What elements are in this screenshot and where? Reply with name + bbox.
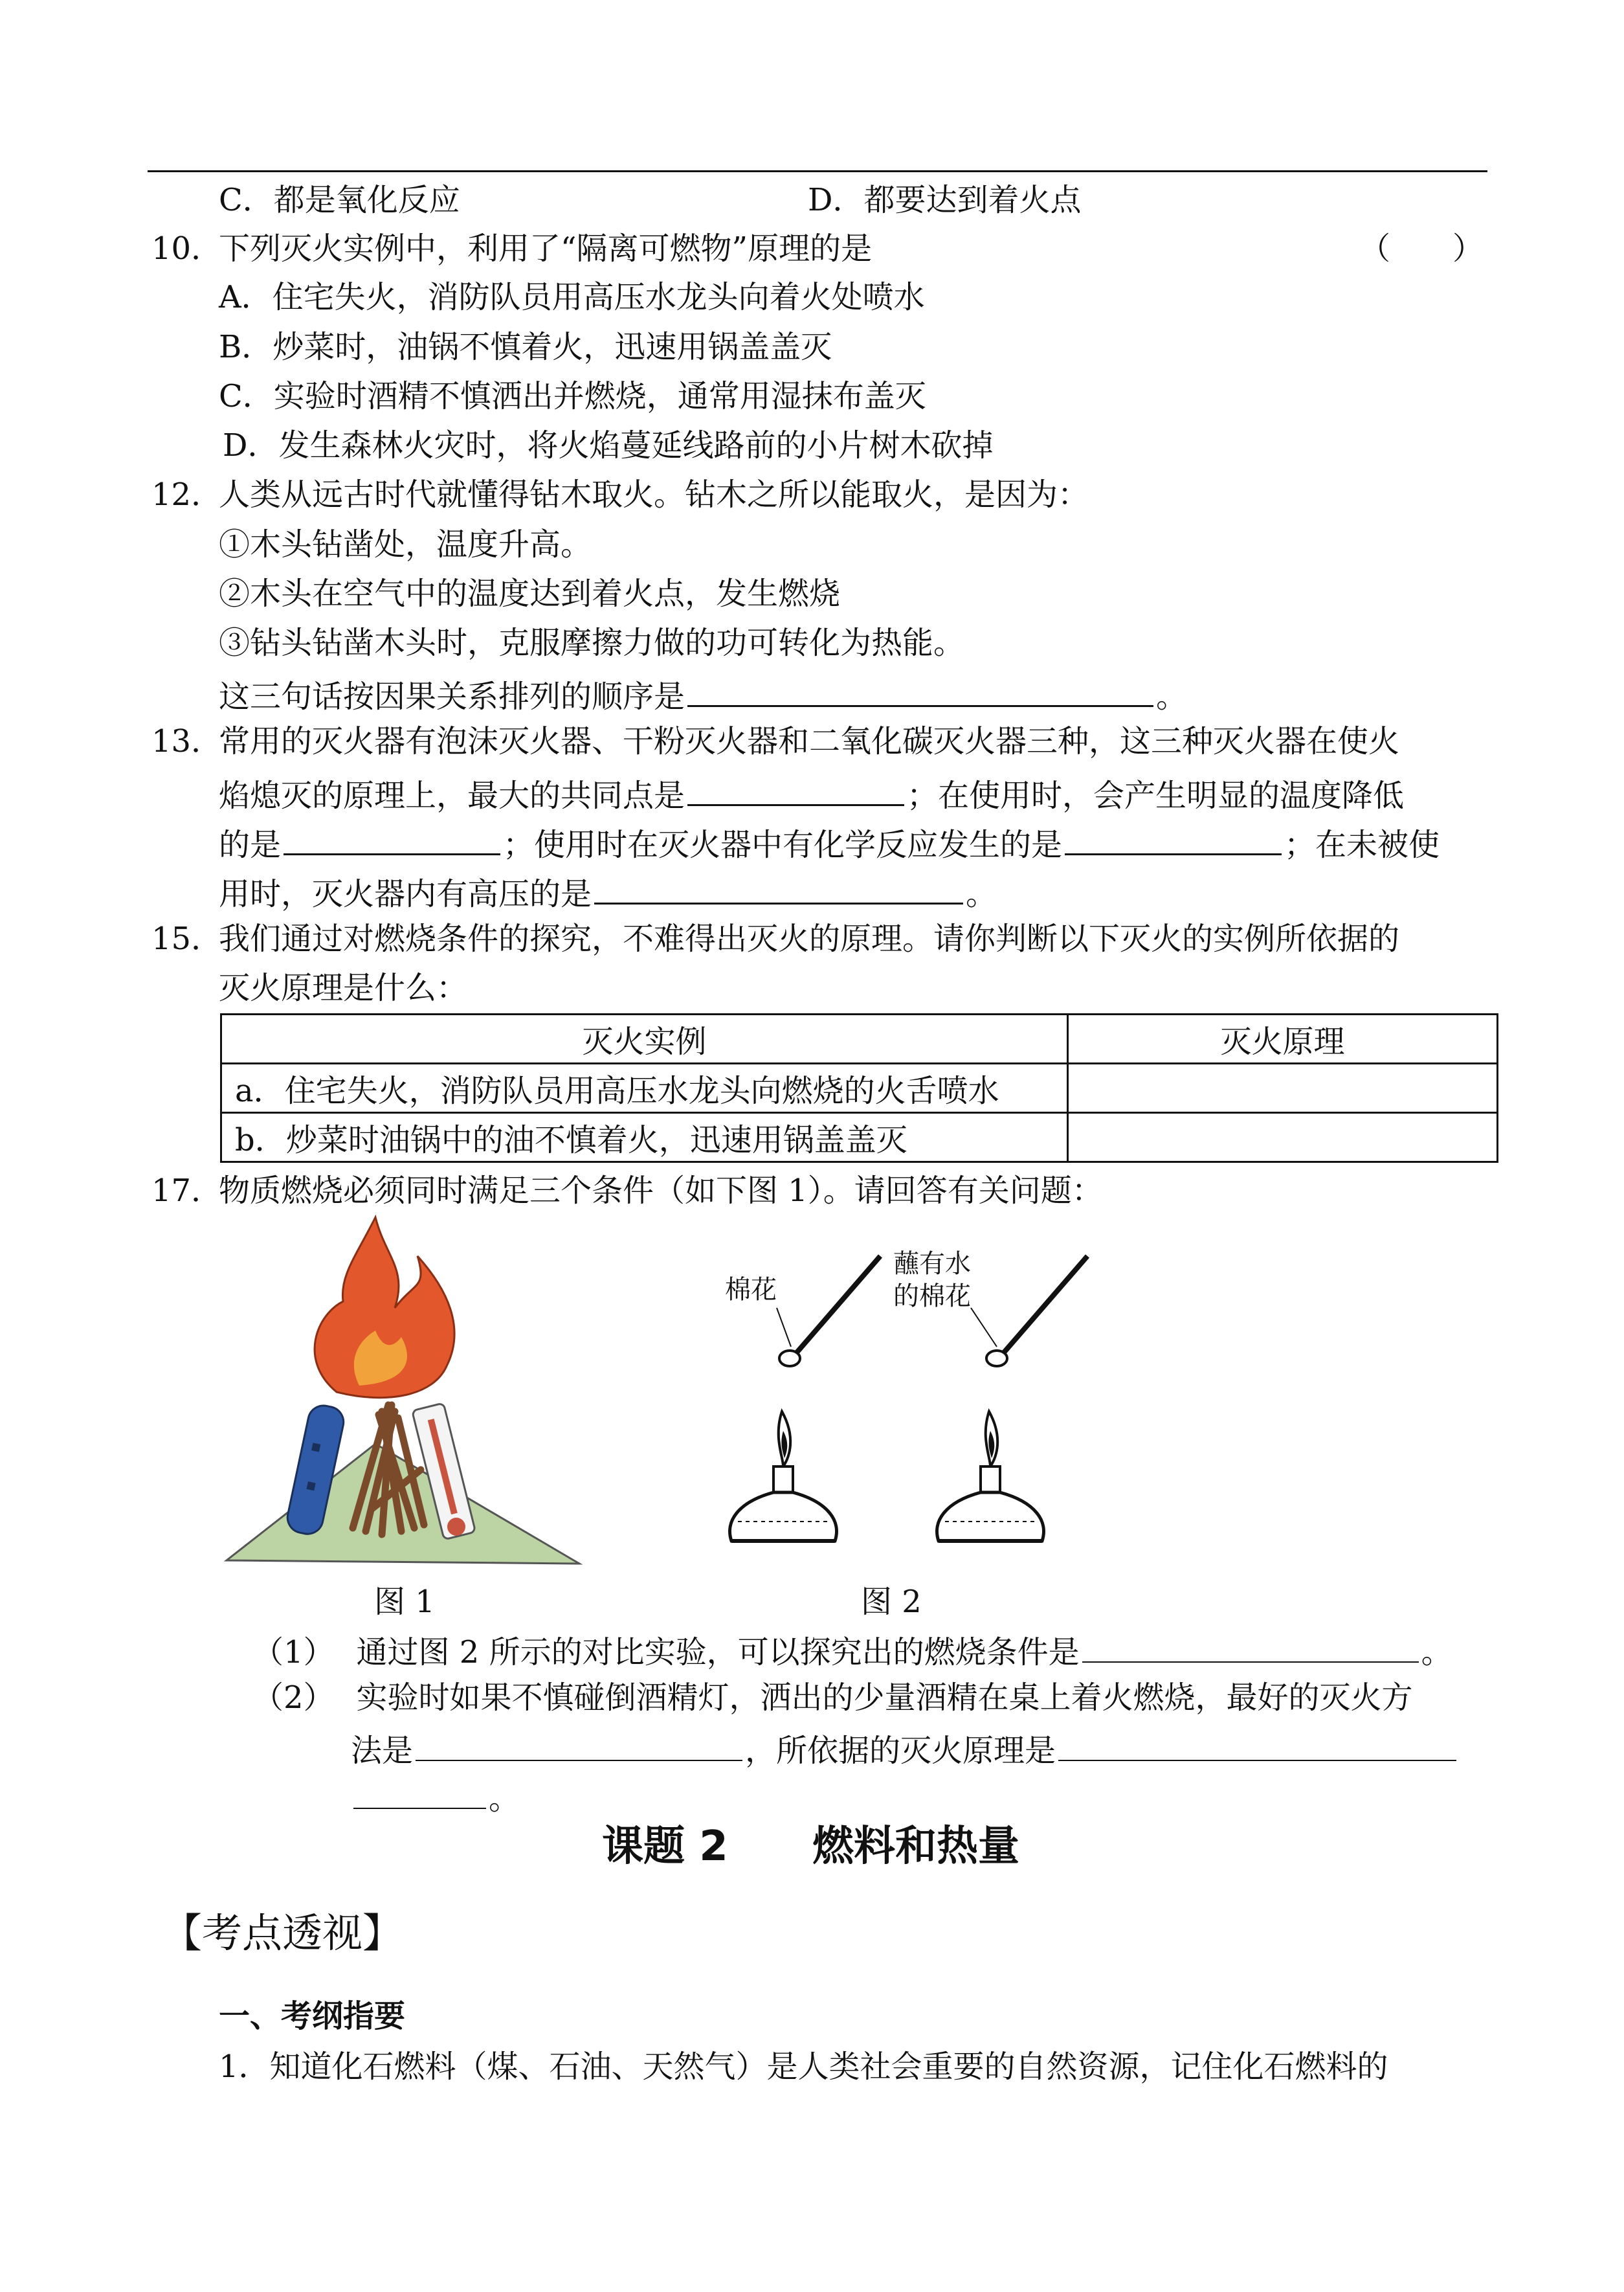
q17-sub1-text: 通过图 2 所示的对比实验，可以探究出的燃烧条件是 bbox=[356, 1634, 1080, 1670]
q10-stem: 下列灭火实例中，利用了“隔离可燃物”原理的是 bbox=[219, 230, 873, 267]
q13-blank-reaction[interactable] bbox=[1065, 825, 1282, 855]
q13-text-3a: 的是 bbox=[219, 827, 282, 863]
q10-option-a: A．住宅失火，消防队员用高压水龙头向着火处喷水 bbox=[219, 279, 925, 315]
q17-sub2-blank-cont[interactable] bbox=[353, 1779, 486, 1809]
q13-text-3b: ；使用时在灭火器中有化学反应发生的是 bbox=[503, 827, 1063, 863]
q13-blank-temp[interactable] bbox=[284, 825, 500, 855]
q9-option-c: C．都是氧化反应 bbox=[219, 182, 460, 218]
q13-text-2a: 焰熄灭的原理上，最大的共同点是 bbox=[219, 778, 685, 814]
q10-option-c: C．实验时酒精不慎洒出并燃烧，通常用湿抹布盖灭 bbox=[219, 378, 926, 414]
q12-item-1: ①木头钻凿处，温度升高。 bbox=[219, 526, 592, 563]
table-cell-answer[interactable] bbox=[1068, 1064, 1498, 1113]
q13-text-3c: ；在未被使 bbox=[1284, 827, 1440, 863]
q17-sub2-number: （2） bbox=[252, 1680, 335, 1716]
q12-ask: 这三句话按因果关系排列的顺序是 bbox=[219, 679, 685, 715]
q15-number: 15． bbox=[151, 921, 223, 957]
figure-2-caption: 图 2 bbox=[861, 1584, 922, 1620]
q15-line1: 我们通过对燃烧条件的探究，不难得出灭火的原理。请你判断以下灭火的实例所依据的 bbox=[219, 921, 1400, 957]
figure-1-caption: 图 1 bbox=[374, 1584, 435, 1620]
q13-text-4b: 。 bbox=[966, 876, 997, 912]
tongs-right-icon bbox=[1003, 1256, 1087, 1353]
q17-sub1-end: 。 bbox=[1421, 1634, 1452, 1670]
q13-number: 13． bbox=[151, 723, 223, 759]
q13-blank-common[interactable] bbox=[687, 776, 904, 806]
q10-option-d: D．发生森林火灾时，将火焰蔓延线路前的小片树木砍掉 bbox=[223, 427, 994, 464]
pointer-left-icon bbox=[777, 1308, 791, 1347]
label-cotton: 棉花 bbox=[725, 1275, 777, 1305]
q12-item-2: ②木头在空气中的温度达到着火点，发生燃烧 bbox=[219, 576, 841, 612]
q13-line4 bbox=[219, 874, 997, 910]
kaogang-heading: 一、考纲指要 bbox=[219, 1998, 406, 2034]
alcohol-lamp-left-icon bbox=[730, 1411, 837, 1541]
q17-sub2-text: 实验时如果不慎碰倒酒精灯，洒出的少量酒精在桌上着火燃烧，最好的灭火方 bbox=[356, 1680, 1413, 1716]
q12-answer-blank[interactable] bbox=[687, 677, 1153, 707]
q12-item-3: ③钻头钻凿木头时，克服摩擦力做的功可转化为热能。 bbox=[219, 625, 965, 661]
top-rule bbox=[148, 170, 1487, 172]
table-header-row bbox=[221, 1015, 1498, 1064]
q12-end: 。 bbox=[1156, 679, 1188, 715]
q17-sub2 bbox=[252, 1680, 1413, 1716]
q15-line2: 灭火原理是什么： bbox=[219, 970, 468, 1006]
q15-table bbox=[220, 1013, 1498, 1163]
q17-stem: 物质燃烧必须同时满足三个条件（如下图 1）。请回答有关问题： bbox=[219, 1173, 1103, 1209]
label-wet-cotton-1: 蘸有水 bbox=[893, 1249, 971, 1279]
q12-ask-line bbox=[219, 677, 1188, 715]
label-wet-cotton-2: 的棉花 bbox=[893, 1281, 971, 1311]
table-cell-example: b．炒菜时油锅中的油不慎着火，迅速用锅盖盖灭 bbox=[221, 1113, 1068, 1162]
q17-sub2-blank-method[interactable] bbox=[416, 1731, 742, 1761]
q12-stem: 人类从远古时代就懂得钻木取火。钻木之所以能取火，是因为： bbox=[219, 477, 1089, 513]
figure-1-fire-illustration bbox=[220, 1211, 583, 1573]
q17-sub1-blank[interactable] bbox=[1082, 1633, 1419, 1663]
cotton-ball-icon bbox=[779, 1351, 800, 1366]
q17-sub2-blank-principle[interactable] bbox=[1058, 1731, 1456, 1761]
section-title: 燃料和热量 bbox=[812, 1823, 1019, 1871]
table-header-example: 灭火实例 bbox=[221, 1015, 1068, 1064]
q13-line1: 常用的灭火器有泡沫灭火器、干粉灭火器和二氧化碳灭火器三种，这三种灭火器在使火 bbox=[219, 723, 1400, 759]
q17-sub2-line3 bbox=[351, 1779, 520, 1817]
q13-line3 bbox=[219, 825, 1440, 863]
q13-text-2b: ；在使用时，会产生明显的温度降低 bbox=[907, 778, 1405, 814]
wet-cotton-ball-icon bbox=[986, 1351, 1007, 1366]
q17-sub2-end: 。 bbox=[489, 1781, 520, 1817]
table-row bbox=[221, 1064, 1498, 1113]
q10-answer-bracket: （ ） bbox=[1359, 230, 1484, 267]
alcohol-lamp-right-icon bbox=[937, 1411, 1044, 1541]
table-cell-answer[interactable] bbox=[1068, 1113, 1498, 1162]
kaodian-heading: 【考点透视】 bbox=[162, 1909, 403, 1957]
q13-text-4a: 用时，灭火器内有高压的是 bbox=[219, 876, 592, 912]
tongs-left-icon bbox=[796, 1256, 880, 1353]
figure-2-experiment bbox=[712, 1243, 1113, 1593]
point-1: 1．知道化石燃料（煤、石油、天然气）是人类社会重要的自然资源，记住化石燃料的 bbox=[219, 2049, 1388, 2085]
q12-number: 12． bbox=[151, 477, 223, 513]
q17-number: 17． bbox=[151, 1173, 223, 1209]
table-cell-example: a．住宅失火，消防队员用高压水龙头向燃烧的火舌喷水 bbox=[221, 1064, 1068, 1113]
q10-number: 10． bbox=[151, 230, 223, 267]
q17-sub2-text-b: ，所依据的灭火原理是 bbox=[745, 1733, 1056, 1769]
section-title-number: 课题 2 bbox=[602, 1823, 728, 1871]
q13-blank-pressure[interactable] bbox=[594, 874, 963, 904]
q17-sub2-text-a: 法是 bbox=[351, 1733, 414, 1769]
q10-option-b: B．炒菜时，油锅不慎着火，迅速用锅盖盖灭 bbox=[219, 329, 832, 365]
q9-option-d: D．都要达到着火点 bbox=[808, 182, 1082, 218]
table-row bbox=[221, 1113, 1498, 1162]
pointer-right-icon bbox=[971, 1308, 997, 1347]
q13-line2 bbox=[219, 776, 1405, 814]
table-header-principle: 灭火原理 bbox=[1068, 1015, 1498, 1064]
q17-sub1 bbox=[252, 1633, 1452, 1668]
q17-sub1-number: （1） bbox=[252, 1634, 335, 1670]
q17-sub2-line2 bbox=[351, 1731, 1459, 1769]
